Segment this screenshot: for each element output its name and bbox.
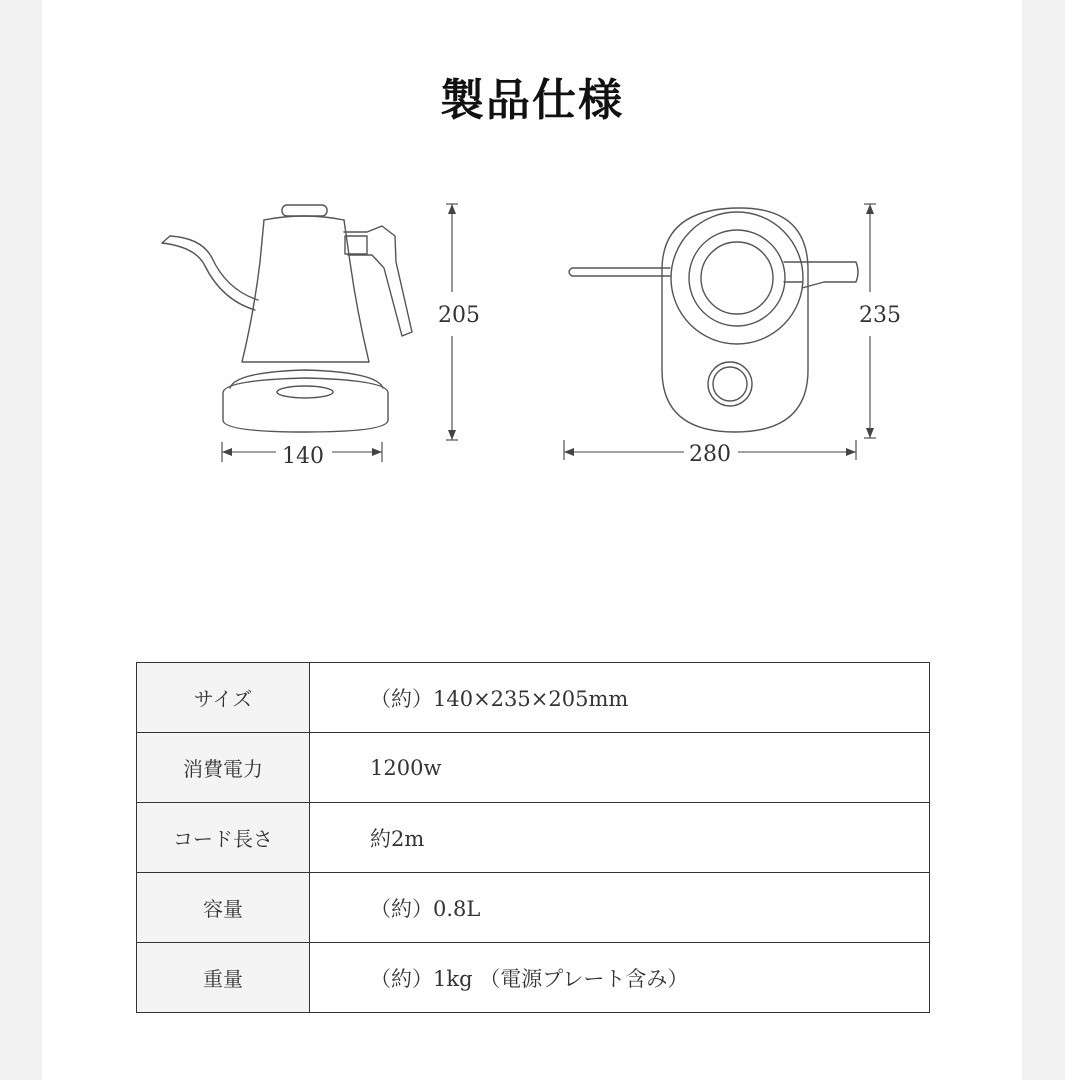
side-height-label: 205: [438, 303, 480, 328]
kettle-dimension-drawing: [42, 0, 1022, 560]
spec-label-power: 消費電力: [137, 733, 310, 803]
kettle-side-view-illustration: [162, 205, 412, 432]
top-height-label: 235: [859, 303, 901, 328]
side-width-label: 140: [282, 444, 324, 469]
table-row: [137, 803, 930, 873]
spec-page: [42, 0, 1022, 1080]
table-row: [137, 733, 930, 803]
spec-label-capacity: 容量: [137, 873, 310, 943]
page-title: 製品仕様: [440, 75, 624, 126]
spec-label-weight: 重量: [137, 943, 310, 1013]
spec-value-capacity: （約）0.8L: [310, 873, 930, 943]
top-width-label: 280: [689, 442, 731, 467]
kettle-top-view-illustration: [569, 208, 858, 432]
table-row: [137, 663, 930, 733]
spec-label-size: サイズ: [137, 663, 310, 733]
spec-value-cord: 約2m: [310, 803, 930, 873]
spec-table: [136, 662, 930, 1013]
spec-label-cord: コード長さ: [137, 803, 310, 873]
spec-value-size: （約）140×235×205mm: [310, 663, 930, 733]
spec-value-weight: （約）1kg （電源プレート含み）: [310, 943, 930, 1013]
spec-value-power: 1200w: [310, 733, 930, 803]
table-row: [137, 943, 930, 1013]
table-row: [137, 873, 930, 943]
